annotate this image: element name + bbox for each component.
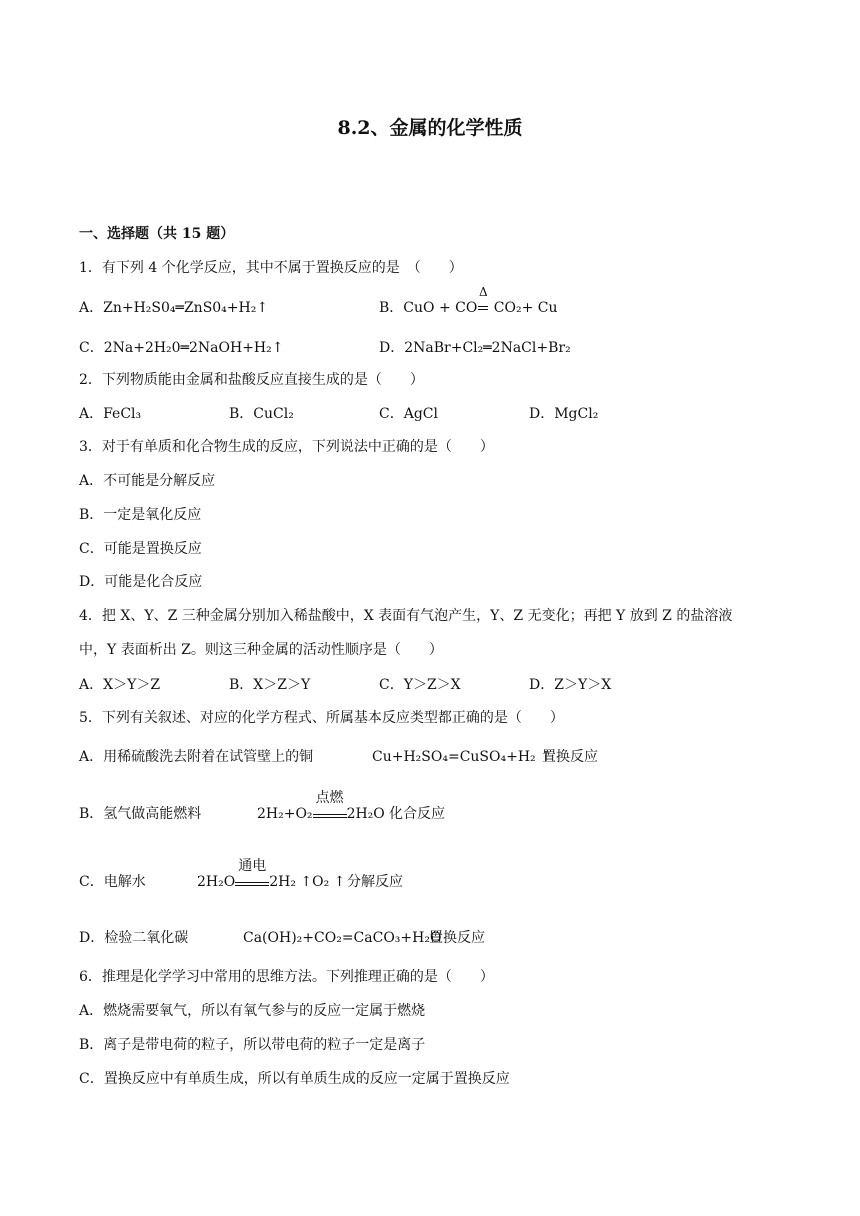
question-5-option-c-type: 分解反应	[347, 874, 403, 890]
question-4-option-d: D．Z＞Y＞X	[529, 677, 612, 693]
question-4-stem-line-2: 中，Y 表面析出 Z。则这三种金属的活动性顺序是（ ）	[79, 642, 443, 658]
question-3-option-a: A．不可能是分解反应	[79, 473, 216, 489]
page-title: 8.2、金属的化学性质	[337, 117, 523, 139]
question-1-option-d: D．2NaBr+Cl₂═2NaCl+Br₂	[379, 340, 571, 356]
question-5-option-d-desc: D．检验二氧化碳	[79, 930, 189, 946]
question-1-stem: 1．有下列 4 个化学反应，其中不属于置换反应的是 （ ）	[79, 260, 463, 276]
question-2-option-d: D．MgCl₂	[529, 406, 599, 422]
question-5-option-b-type: 化合反应	[389, 806, 445, 822]
question-6-option-b: B．离子是带电荷的粒子，所以带电荷的粒子一定是离子	[79, 1037, 426, 1053]
electrolysis-label: 通电	[238, 858, 267, 874]
question-3-option-c: C．可能是置换反应	[79, 541, 202, 557]
question-5-option-b-right: 2H₂O	[346, 806, 385, 822]
question-5-option-b-equation	[257, 790, 385, 822]
question-5-option-c-right: 2H₂ ↑O₂ ↑	[269, 874, 346, 890]
question-5-option-c-left: 2H₂O	[197, 874, 236, 890]
heat-condition	[477, 285, 489, 315]
electrolysis-condition	[235, 858, 269, 886]
question-6-stem: 6．推理是化学学习中常用的思维方法。下列推理正确的是（ ）	[79, 969, 494, 985]
question-4-stem-line-1: 4．把 X、Y、Z 三种金属分别加入稀盐酸中，X 表面有气泡产生，Y、Z 无变化；再把 Y 放到 Z 的盐溶液	[79, 608, 733, 624]
ignition-label: 点燃	[315, 790, 344, 806]
question-1-option-b-prefix: B．CuO + CO	[379, 300, 478, 316]
question-3-option-b: B．一定是氧化反应	[79, 507, 202, 523]
question-1-option-b-suffix: CO₂+ Cu	[489, 300, 558, 316]
question-3-option-d: D．可能是化合反应	[79, 574, 203, 590]
question-2-option-c: C．AgCl	[379, 406, 438, 422]
question-2-stem: 2．下列物质能由金属和盐酸反应直接生成的是（ ）	[79, 372, 424, 388]
question-4-option-c: C．Y＞Z＞X	[379, 677, 461, 693]
question-3-stem: 3．对于有单质和化合物生成的反应，下列说法中正确的是（ ）	[79, 439, 494, 455]
question-6-option-a: A．燃烧需要氧气，所以有氧气参与的反应一定属于燃烧	[79, 1003, 426, 1019]
question-4-option-a: A．X＞Y＞Z	[79, 677, 161, 693]
question-5-option-c-equation	[197, 858, 346, 890]
question-1-option-b	[379, 285, 558, 316]
question-5-option-b-left: 2H₂+O₂	[257, 806, 313, 822]
question-6-option-c: C．置换反应中有单质生成，所以有单质生成的反应一定属于置换反应	[79, 1071, 510, 1087]
question-5-option-b-desc: B．氢气做高能燃料	[79, 806, 202, 822]
question-5-option-a-equation: Cu+H₂SO₄=CuSO₄+H₂ ↑	[372, 749, 552, 765]
question-1-option-a: A．Zn+H₂S0₄═ZnS0₄+H₂↑	[79, 300, 269, 316]
question-5-option-c-desc: C．电解水	[79, 874, 146, 890]
section-heading: 一、选择题（共 15 题）	[79, 226, 235, 242]
question-5-option-d-equation: Ca(OH)₂+CO₂=CaCO₃+H₂O	[243, 930, 442, 946]
question-5-option-a-type: 置换反应	[542, 749, 598, 765]
question-2-option-a: A．FeCl₃	[79, 406, 142, 422]
question-5-option-a-desc: A．用稀硫酸洗去附着在试管壁上的铜	[79, 749, 314, 765]
heat-symbol: Δ	[478, 285, 488, 299]
question-1-option-c: C．2Na+2H₂0═2NaOH+H₂↑	[79, 340, 284, 356]
question-4-option-b: B．X＞Z＞Y	[229, 677, 311, 693]
ignition-condition	[313, 790, 347, 818]
question-5-stem: 5．下列有关叙述、对应的化学方程式、所属基本反应类型都正确的是（ ）	[79, 710, 564, 726]
question-2-option-b: B．CuCl₂	[229, 406, 294, 422]
question-5-option-d-type: 置换反应	[429, 930, 485, 946]
